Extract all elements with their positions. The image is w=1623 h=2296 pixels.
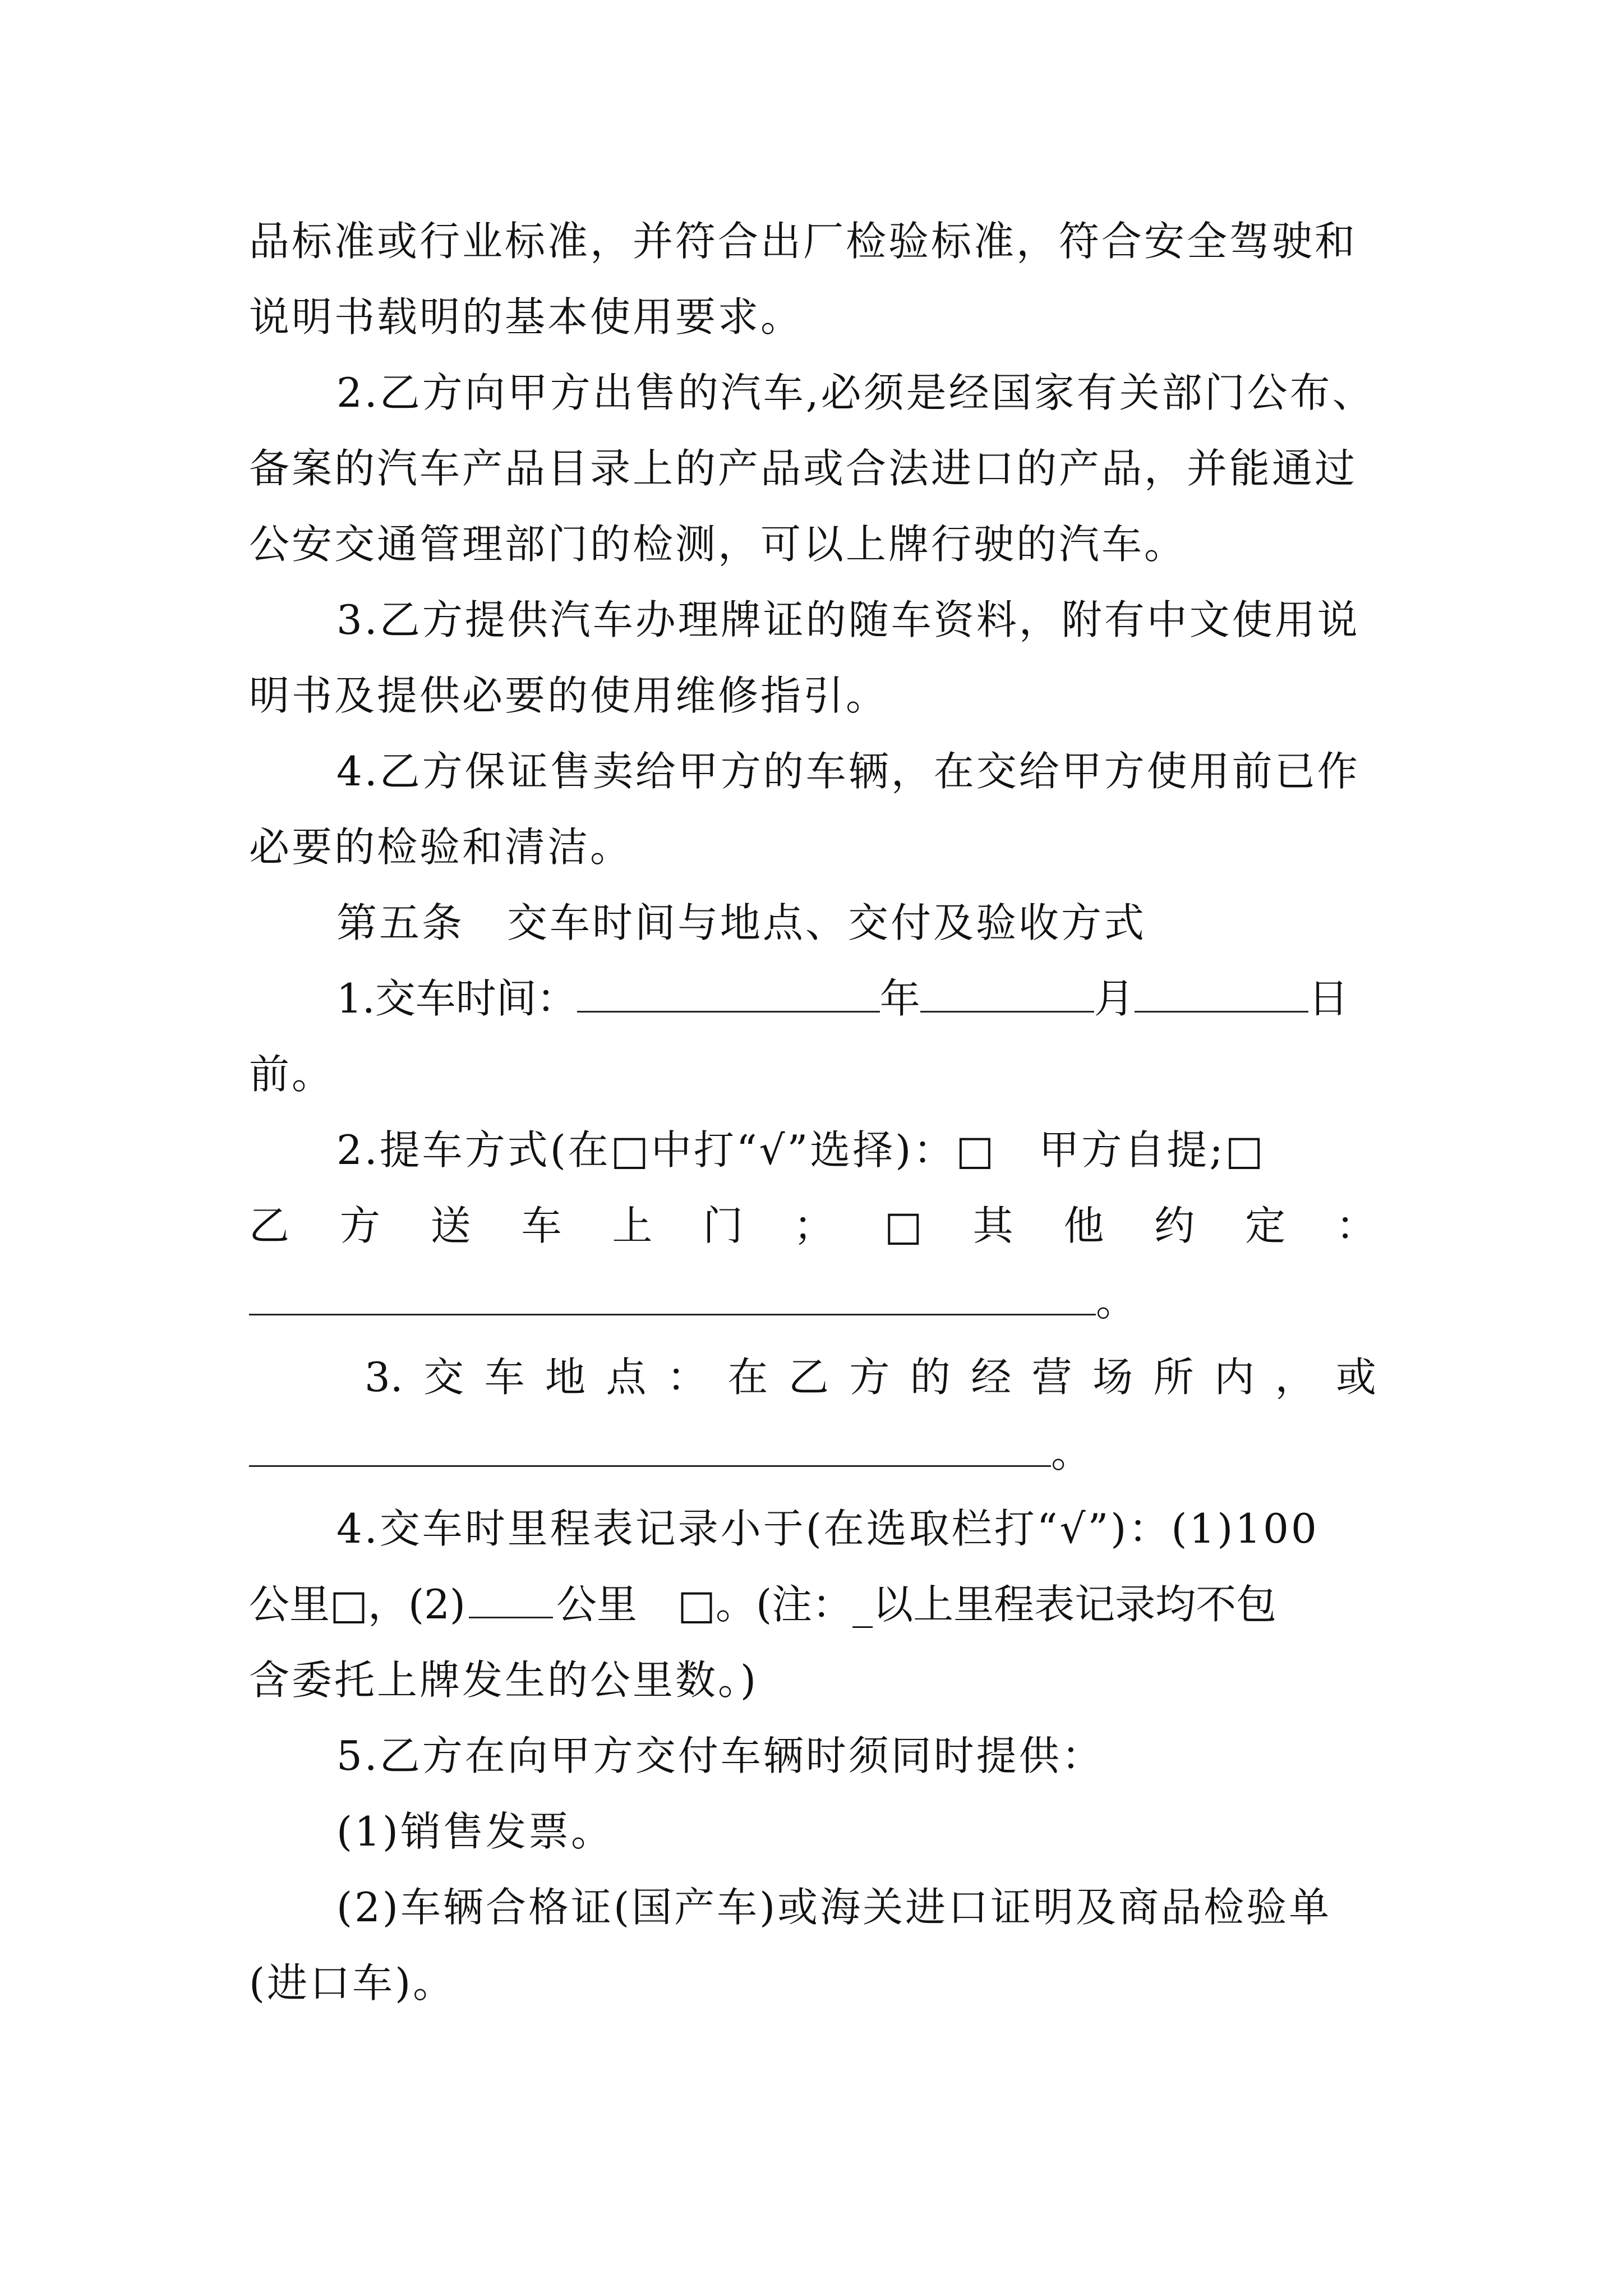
clause-3-line: 明书及提供必要的使用维修指引。 (249, 672, 889, 719)
char: ： (666, 1354, 707, 1401)
char: ； (793, 1202, 834, 1249)
other-agreement-blank[interactable] (249, 1274, 1096, 1315)
char: 上 (612, 1202, 653, 1249)
odometer-option-text: 公里□，(2) (249, 1581, 466, 1628)
pickup-method-line: 2.提车方式(在□中打“√”选择)：□ 甲方自提;□ (336, 1126, 1266, 1174)
char: 3. (365, 1354, 403, 1401)
char: 所 (1153, 1354, 1194, 1401)
year-blank[interactable] (577, 972, 880, 1013)
char: 门 (703, 1202, 744, 1249)
day-blank[interactable] (1135, 972, 1308, 1013)
char: 经 (971, 1354, 1012, 1401)
period: 。 (1051, 1429, 1092, 1476)
char: ： (1335, 1202, 1376, 1249)
char: 点 (606, 1354, 647, 1401)
paragraph-line: 含委托上牌发生的公里数。) (249, 1657, 759, 1704)
char: 方 (849, 1354, 890, 1401)
char: 内 (1214, 1354, 1255, 1401)
char: 乙 (788, 1354, 829, 1401)
odometer-line-2 (249, 1576, 1276, 1632)
list-item: (2)车辆合格证(国产车)或海关进口证明及商品检验单 (336, 1884, 1332, 1931)
list-item: (1)销售发票。 (336, 1808, 614, 1855)
char: 其 (972, 1202, 1013, 1249)
checkbox-other[interactable]: □ (884, 1202, 923, 1249)
char: 送 (430, 1202, 471, 1249)
char: 地 (545, 1354, 586, 1401)
period: 。 (1096, 1278, 1137, 1325)
month-blank[interactable] (920, 972, 1094, 1013)
month-label: 月 (1094, 975, 1135, 1022)
odometer-option-text: 公里 □。(注：_以上里程表记录均不包 (556, 1581, 1277, 1628)
paragraph-line: 说明书载明的基本使用要求。 (249, 293, 804, 341)
char: 交 (423, 1354, 464, 1401)
char: 乙 (249, 1202, 290, 1249)
km-blank[interactable] (469, 1577, 553, 1618)
char: 营 (1031, 1354, 1072, 1401)
char: 或 (1335, 1354, 1376, 1401)
clause-4-line: 4.乙方保证售卖给甲方的车辆，在交给甲方使用前已作 (336, 748, 1360, 795)
char: 的 (910, 1354, 951, 1401)
article-5-heading: 第五条 交车时间与地点、交付及验收方式 (336, 899, 1147, 946)
year-label: 年 (879, 975, 920, 1022)
clause-2-line: 2.乙方向甲方出售的汽车,必须是经国家有关部门公布、 (336, 369, 1375, 416)
clause-4-line: 必要的检验和清洁。 (249, 823, 633, 871)
day-label: 日 (1308, 975, 1349, 1022)
paragraph-line: (进口车)。 (249, 1959, 456, 2007)
char: 他 (1063, 1202, 1104, 1249)
char: 场 (1092, 1354, 1133, 1401)
pickup-method-options (249, 1198, 1376, 1254)
delivery-place-line (365, 1349, 1376, 1405)
char: 约 (1154, 1202, 1195, 1249)
clause-2-line: 备案的汽车产品目录上的产品或合法进口的产品，并能通过 (249, 445, 1358, 492)
paragraph-line: 品标准或行业标准，并符合出厂检验标准，符合安全驾驶和 (249, 218, 1358, 265)
char: 方 (339, 1202, 380, 1249)
paragraph-line: 前。 (249, 1051, 335, 1098)
char: 在 (727, 1354, 768, 1401)
char: 车 (521, 1202, 562, 1249)
odometer-line: 4.交车时里程表记录小于(在选取栏打“√”)：(1)100 (336, 1505, 1319, 1552)
char: 定 (1245, 1202, 1286, 1249)
delivery-place-fill-line (249, 1425, 1091, 1481)
delivery-time-label: 1.交车时间： (336, 975, 577, 1022)
char: ， (1275, 1354, 1316, 1401)
clause-3-line: 3.乙方提供汽车办理牌证的随车资料，附有中文使用说 (336, 596, 1360, 643)
clause-5-line: 5.乙方在向甲方交付车辆时须同时提供： (336, 1732, 1104, 1779)
other-agreement-line (249, 1273, 1136, 1329)
char: 车 (484, 1354, 525, 1401)
clause-2-line: 公安交通管理部门的检测，可以上牌行驶的汽车。 (249, 521, 1187, 568)
delivery-place-blank[interactable] (249, 1426, 1051, 1467)
delivery-time-line (336, 970, 1349, 1027)
